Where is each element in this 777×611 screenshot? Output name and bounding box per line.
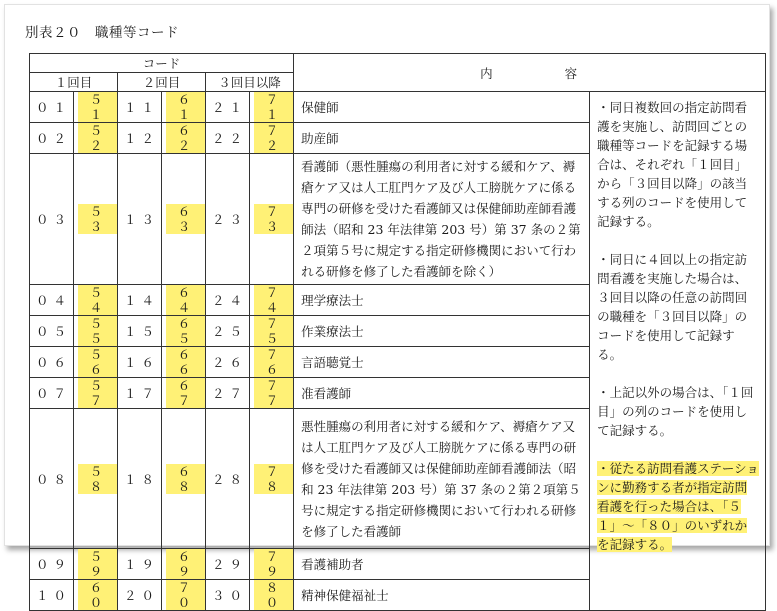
highlight-code: ５５ xyxy=(78,316,117,346)
code-cell-highlight xyxy=(74,316,118,347)
code-cell: １５ xyxy=(118,316,162,347)
code-cell: ０９ xyxy=(30,549,74,580)
occupation-content: 保健師 xyxy=(294,92,590,123)
highlight-code: ５９ xyxy=(78,549,117,579)
highlight-code: ８０ xyxy=(254,580,293,610)
code-cell-highlight xyxy=(74,154,118,285)
highlight-code: ７５ xyxy=(254,316,293,346)
code-cell: ２４ xyxy=(206,285,250,316)
code-cell: １２ xyxy=(118,123,162,154)
code-cell: １４ xyxy=(118,285,162,316)
code-cell-highlight xyxy=(250,580,294,611)
code-cell: １６ xyxy=(118,347,162,378)
code-cell: ０２ xyxy=(30,123,74,154)
notes-cell xyxy=(590,92,766,611)
code-cell: １０ xyxy=(30,580,74,611)
highlight-code: ７３ xyxy=(254,204,293,234)
code-cell: ２１ xyxy=(206,92,250,123)
code-cell-highlight xyxy=(74,580,118,611)
code-cell-highlight xyxy=(162,378,206,409)
highlight-code: ６４ xyxy=(166,285,205,315)
note-item: ・同日に４回以上の指定訪問看護を実施した場合は、３回目以降の任意の訪問回の職種を「３回目以降」のコードを使用して記録する。 xyxy=(597,252,748,362)
code-cell-highlight xyxy=(74,549,118,580)
code-cell-highlight xyxy=(74,123,118,154)
highlight-code: ５６ xyxy=(78,347,117,377)
code-cell: ０８ xyxy=(30,409,74,549)
code-cell: ２０ xyxy=(118,580,162,611)
occupation-content: 看護補助者 xyxy=(294,549,590,580)
highlight-code: ６１ xyxy=(166,92,205,122)
note-item: ・同日複数回の指定訪問看護を実施し、訪問回ごとの職種等コードを記録する場合は、それぞれ「１回目」から「３回目以降」の該当する列のコードを使用して記録する。 xyxy=(597,100,748,229)
code-cell: ２２ xyxy=(206,123,250,154)
code-cell-highlight xyxy=(250,92,294,123)
highlight-code: ６３ xyxy=(166,204,205,234)
code-cell-highlight xyxy=(74,378,118,409)
code-cell: ０４ xyxy=(30,285,74,316)
code-cell-highlight xyxy=(162,549,206,580)
code-cell: ０７ xyxy=(30,378,74,409)
highlight-code: ７８ xyxy=(254,464,293,494)
code-cell: ０６ xyxy=(30,347,74,378)
content-header xyxy=(294,54,766,92)
content-header-left: 内 xyxy=(480,65,495,81)
code-cell: １１ xyxy=(118,92,162,123)
page-title: 別表２０ 職種等コード xyxy=(25,25,179,41)
code-cell: ３０ xyxy=(206,580,250,611)
occupation-content: 看護師（悪性腫瘍の利用者に対する緩和ケア、褥瘡ケア又は人工肛門ケア及び人工膀胱ケアに係る専門の研修を受けた看護師又は保健師助産師看護師法（昭和 23 年法律第 203 号）第 37 条の２第２項第５号に規定する指定研修機関において行われる研修を修了した看護師を除く） xyxy=(294,154,590,285)
highlight-code: ７１ xyxy=(254,92,293,122)
note-item: ・上記以外の場合は、「１回目」の列のコードを使用して記録する。 xyxy=(597,385,754,438)
code-cell: ２３ xyxy=(206,154,250,285)
document-page xyxy=(4,4,770,610)
code-cell: ２６ xyxy=(206,347,250,378)
highlight-code: ５４ xyxy=(78,285,117,315)
highlight-code: ６０ xyxy=(78,580,117,610)
code-cell: １７ xyxy=(118,378,162,409)
code-cell-highlight xyxy=(250,409,294,549)
occupation-content: 理学療法士 xyxy=(294,285,590,316)
highlight-code: ７０ xyxy=(166,580,205,610)
code-cell-highlight xyxy=(250,378,294,409)
highlight-code: ５２ xyxy=(78,123,117,153)
code-cell-highlight xyxy=(162,123,206,154)
code-cell-highlight xyxy=(162,92,206,123)
occupation-content: 精神保健福祉士 xyxy=(294,580,590,611)
code-cell-highlight xyxy=(162,580,206,611)
content-header-right: 容 xyxy=(564,65,580,81)
occupation-code-table xyxy=(29,53,766,611)
code-cell-highlight xyxy=(74,92,118,123)
highlight-code: ７６ xyxy=(254,347,293,377)
highlight-code: ７４ xyxy=(254,285,293,315)
highlight-code: ７７ xyxy=(254,378,293,408)
code-cell-highlight xyxy=(250,154,294,285)
col-second-visit-header: ２回目 xyxy=(118,73,206,92)
col-first-visit-header: １回目 xyxy=(30,73,118,92)
occupation-content: 准看護師 xyxy=(294,378,590,409)
code-cell: ２７ xyxy=(206,378,250,409)
occupation-content: 悪性腫瘍の利用者に対する緩和ケア、褥瘡ケア又は人工肛門ケア及び人工膀胱ケアに係る専門の研修を受けた看護師又は保健師助産師看護師法（昭和 23 年法律第 203 号）第 37 条の２第２項第５号に規定する指定研修機関において行われる研修を修了した看護師 xyxy=(294,409,590,549)
highlight-code: ６６ xyxy=(166,347,205,377)
code-cell: １９ xyxy=(118,549,162,580)
occupation-content: 助産師 xyxy=(294,123,590,154)
code-cell-highlight xyxy=(250,549,294,580)
highlight-code: ５３ xyxy=(78,204,117,234)
code-cell-highlight xyxy=(162,154,206,285)
code-cell-highlight xyxy=(250,285,294,316)
highlight-code: ６５ xyxy=(166,316,205,346)
code-cell-highlight xyxy=(162,316,206,347)
occupation-content: 言語聴覚士 xyxy=(294,347,590,378)
code-cell-highlight xyxy=(250,316,294,347)
code-cell-highlight xyxy=(74,347,118,378)
highlight-code: ６７ xyxy=(166,378,205,408)
code-cell-highlight xyxy=(162,285,206,316)
highlight-code: ６２ xyxy=(166,123,205,153)
code-cell-highlight xyxy=(162,347,206,378)
code-cell-highlight xyxy=(74,285,118,316)
code-cell-highlight xyxy=(74,409,118,549)
code-cell: ２５ xyxy=(206,316,250,347)
highlight-code: ５１ xyxy=(78,92,117,122)
code-cell: ０５ xyxy=(30,316,74,347)
code-cell-highlight xyxy=(162,409,206,549)
code-cell: ２９ xyxy=(206,549,250,580)
highlight-code: ７９ xyxy=(254,549,293,579)
highlight-code: ６９ xyxy=(166,549,205,579)
highlight-code: ５８ xyxy=(78,464,117,494)
code-cell: １３ xyxy=(118,154,162,285)
highlight-code: ６８ xyxy=(166,464,205,494)
table-row xyxy=(30,92,766,123)
note-highlight-text: ・従たる訪問看護ステーションに勤務する者が指定訪問看護を行った場合は、「５１」～「８０」のいずれかを記録する。 xyxy=(597,461,759,552)
highlight-code: ５７ xyxy=(78,378,117,408)
occupation-content: 作業療法士 xyxy=(294,316,590,347)
code-header: コード xyxy=(30,54,294,73)
code-cell: ０３ xyxy=(30,154,74,285)
code-cell: ２８ xyxy=(206,409,250,549)
code-cell-highlight xyxy=(250,347,294,378)
note-item-highlighted xyxy=(597,459,759,554)
code-cell: １８ xyxy=(118,409,162,549)
code-cell-highlight xyxy=(250,123,294,154)
highlight-code: ７２ xyxy=(254,123,293,153)
col-third-visit-header: ３回目以降 xyxy=(206,73,294,92)
code-cell: ０１ xyxy=(30,92,74,123)
